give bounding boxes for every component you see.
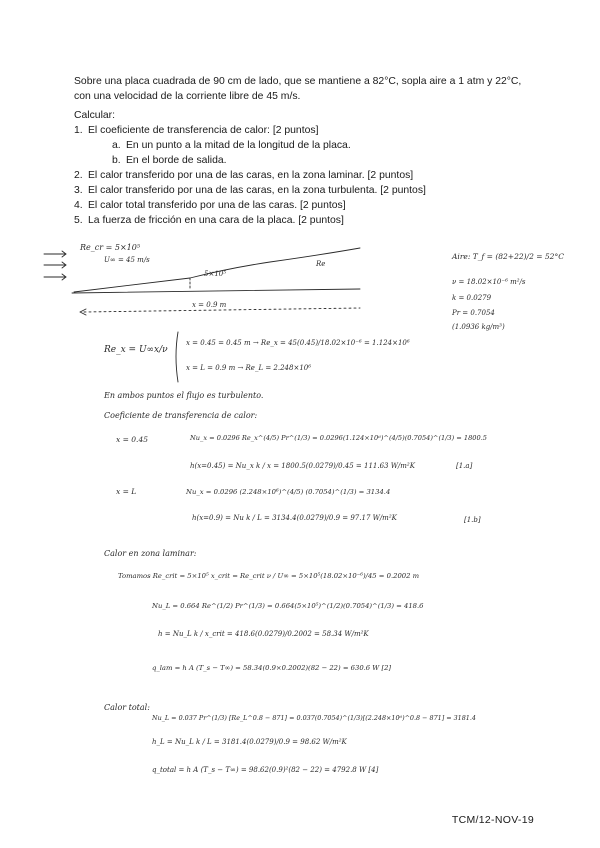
laminar-line-1: Tomamos Re_crit = 5×10⁵ x_crit = Re_crit ν / U∞ = 5×10⁵(18.02×10⁻⁶)/45 = 0.2002 m bbox=[118, 572, 420, 580]
question-text: El coeficiente de transferencia de calor: [2 puntos] bbox=[88, 125, 319, 136]
document-code: TCM/12-NOV-19 bbox=[451, 814, 534, 826]
laminar-line-3: h = Nu_L k / x_crit = 418.6(0.0279)/0.2002 = 58.34 W/m²K bbox=[158, 630, 369, 638]
diagram-top-label: Re_cr = 5×10⁵ bbox=[80, 243, 141, 252]
diagram-top-label-2: U∞ = 45 m/s bbox=[104, 256, 150, 264]
question-text: El calor transferido por una de las caras, en la zona turbulenta. [2 puntos] bbox=[88, 185, 426, 196]
props-line-3: k = 0.0279 bbox=[452, 294, 492, 302]
rex-definition: Re_x = U∞x/ν bbox=[104, 345, 168, 355]
case-b-tag: [1.b] bbox=[464, 516, 481, 524]
case-a-tag: [1.a] bbox=[456, 462, 473, 470]
calc-label: Calcular: bbox=[74, 110, 115, 121]
props-line-5: (1.0936 kg/m³) bbox=[452, 323, 505, 331]
sub-item-text: En un punto a la mitad de la longitud de la placa. bbox=[126, 140, 351, 151]
question-number: 5. bbox=[74, 215, 83, 226]
props-line-4: Pr = 0.7054 bbox=[452, 309, 495, 317]
case-b-h: h(x=0.9) = Nu k / L = 3134.4(0.0279)/0.9 = 97.17 W/m²K bbox=[192, 514, 397, 522]
case-a-h: h(x=0.45) = Nu_x k / x = 1800.5(0.0279)/0.45 = 111.63 W/m²K bbox=[190, 462, 415, 470]
question-text: El calor transferido por una de las caras, en la zona laminar. [2 puntos] bbox=[88, 170, 414, 181]
intro-line-2: con una velocidad de la corriente libre de 45 m/s. bbox=[74, 91, 301, 102]
rex-case-a: x = 0.45 = 0.45 m → Re_x = 45(0.45)/18.02×10⁻⁶ = 1.124×10⁶ bbox=[186, 339, 410, 347]
sub-item-text: En el borde de salida. bbox=[126, 155, 227, 166]
props-line-1: Aire: T_f = (82+22)/2 = 52°C bbox=[452, 252, 564, 261]
laminar-line-2: Nu_L = 0.664 Re^(1/2) Pr^(1/3) = 0.664(5×10⁵)^(1/2)(0.7054)^(1/3) = 418.6 bbox=[152, 602, 424, 610]
rex-brace bbox=[176, 332, 178, 382]
question-number: 2. bbox=[74, 170, 83, 181]
case-a-label: x = 0.45 bbox=[116, 435, 148, 444]
intro-line-1: Sobre una placa cuadrada de 90 cm de lado, que se mantiene a 82°C, sopla aire a 1 atm y 22°C, bbox=[74, 76, 522, 87]
case-b-nusselt: Nu_x = 0.0296 (2.248×10⁶)^(4/5) (0.7054)^(1/3) = 3134.4 bbox=[186, 488, 391, 496]
note-turbulent: En ambos puntos el flujo es turbulento. bbox=[104, 391, 264, 400]
sub-item-letter: a. bbox=[112, 140, 121, 151]
diagram-turbulent-label: Re bbox=[316, 260, 326, 268]
total-line-2: h_L = Nu_L k / L = 3181.4(0.0279)/0.9 = 98.62 W/m²K bbox=[152, 738, 347, 746]
question-text: La fuerza de fricción en una cara de la placa. [2 puntos] bbox=[88, 215, 344, 226]
case-a-nusselt: Nu_x = 0.0296 Re_x^(4/5) Pr^(1/3) = 0.0296(1.124×10⁶)^(4/5)(0.7054)^(1/3) = 1800.5 bbox=[190, 434, 487, 442]
question-number: 3. bbox=[74, 185, 83, 196]
total-line-1: Nu_L = 0.037 Pr^(1/3) [Re_L^0.8 − 871] = 0.037(0.7054)^(1/3)[(2.248×10⁶)^0.8 − 871] = 3181.4 bbox=[152, 714, 476, 722]
sub-item-letter: b. bbox=[112, 155, 121, 166]
question-number: 4. bbox=[74, 200, 83, 211]
note-heat-coefficient: Coeficiente de transferencia de calor: bbox=[104, 411, 258, 420]
rex-case-b: x = L = 0.9 m → Re_L = 2.248×10⁶ bbox=[186, 364, 312, 372]
question-text: El calor total transferido por una de las caras. [2 puntos] bbox=[88, 200, 346, 211]
props-line-2: ν = 18.02×10⁻⁶ m²/s bbox=[452, 278, 526, 286]
diagram-laminar-label: 5×10⁵ bbox=[204, 270, 227, 278]
total-line-3: q_total = h A (T_s − T∞) = 98.62(0.9)²(82 − 22) = 4792.8 W [4] bbox=[152, 766, 379, 774]
case-b-label: x = L bbox=[116, 487, 137, 496]
laminar-line-4: q_lam = h A (T_s − T∞) = 58.34(0.9×0.2002)(82 − 22) = 630.6 W [2] bbox=[152, 664, 392, 672]
question-number: 1. bbox=[74, 125, 83, 136]
flow-arrows bbox=[44, 251, 66, 280]
laminar-title: Calor en zona laminar: bbox=[104, 549, 197, 558]
total-title: Calor total: bbox=[104, 703, 150, 712]
diagram-length-label: x = 0.9 m bbox=[192, 301, 227, 309]
